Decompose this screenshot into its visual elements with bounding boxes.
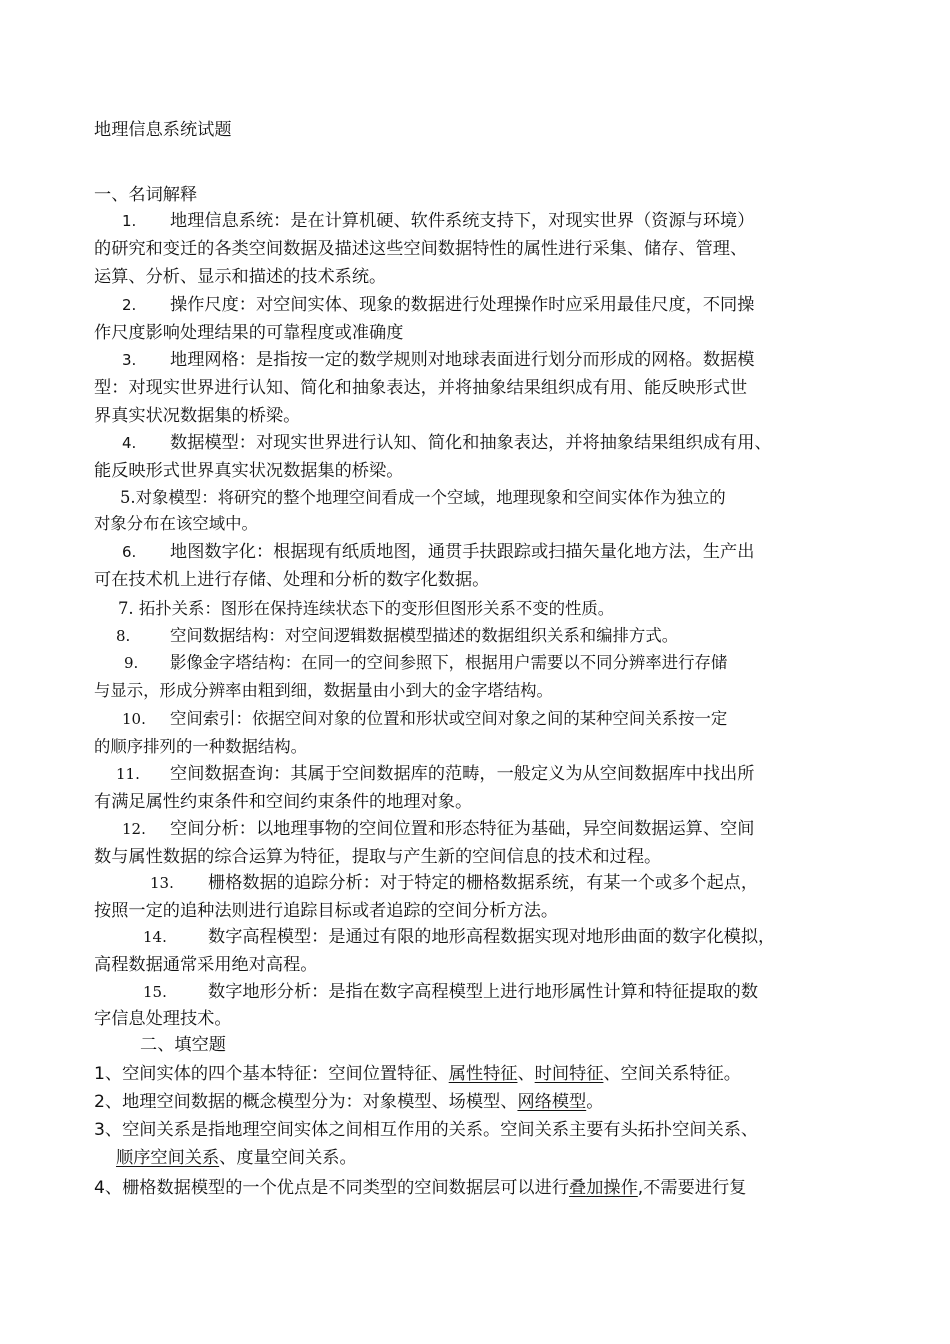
item-line: 有满足属性约束条件和空间约束条件的地理对象。 bbox=[94, 792, 473, 812]
item-number: 2. bbox=[122, 296, 137, 314]
item-number: 13. bbox=[150, 874, 174, 892]
item-line: 作尺度影响处理结果的可靠程度或准确度 bbox=[94, 323, 404, 343]
item-line: 型：对现实世界进行认知、简化和抽象表达，并将抽象结果组织成有用、能反映形式世 bbox=[94, 378, 748, 398]
answer-blank: 网络模型 bbox=[517, 1092, 587, 1112]
item-number: 10. bbox=[122, 710, 146, 728]
question-text: 、空间关系特征。 bbox=[603, 1064, 741, 1084]
item-line: 数字高程模型：是通过有限的地形高程数据实现对地形曲面的数字化模拟， bbox=[208, 927, 776, 947]
item-number: 9. bbox=[124, 654, 139, 672]
question-text: 、度量空间关系。 bbox=[219, 1148, 357, 1168]
question-3: 3、空间关系是指地理空间实体之间相互作用的关系。空间关系主要有头拓扑空间关系、 bbox=[94, 1120, 759, 1140]
item-line: 空间数据结构：对空间逻辑数据模型描述的数据组织关系和编排方式。 bbox=[170, 626, 679, 645]
item-number: 6. bbox=[122, 543, 137, 561]
question-text: ,不需要进行复 bbox=[637, 1178, 747, 1198]
item-line: 的顺序排列的一种数据结构。 bbox=[94, 737, 308, 756]
item-line: 与显示，形成分辨率由粗到细，数据量由小到大的金字塔结构。 bbox=[94, 681, 553, 700]
item-number: 1. bbox=[122, 212, 137, 230]
item-line: 字信息处理技术。 bbox=[94, 1009, 232, 1029]
answer-blank: 属性特征 bbox=[448, 1064, 518, 1084]
item-line: 5.对象模型：将研究的整个地理空间看成一个空域，地理现象和空间实体作为独立的 bbox=[120, 488, 726, 507]
answer-blank: 叠加操作 bbox=[569, 1178, 638, 1198]
item-line: 对象分布在该空域中。 bbox=[94, 514, 258, 533]
item-line: 空间分析：以地理事物的空间位置和形态特征为基础，异空间数据运算、空间 bbox=[170, 819, 755, 839]
item-line: 可在技术机上进行存储、处理和分析的数字化数据。 bbox=[94, 570, 490, 590]
question-text: 2、地理空间数据的概念模型分为：对象模型、场模型、 bbox=[94, 1092, 518, 1112]
item-number: 11. bbox=[116, 765, 140, 783]
item-number: 8. bbox=[116, 627, 131, 645]
question-text: 4、栅格数据模型的一个优点是不同类型的空间数据层可以进行 bbox=[94, 1178, 570, 1198]
item-line: 影像金字塔结构：在同一的空间参照下，根据用户需要以不同分辨率进行存储 bbox=[170, 653, 728, 672]
item-line: 高程数据通常采用绝对高程。 bbox=[94, 955, 318, 975]
question-1 bbox=[94, 1063, 741, 1085]
item-line: 能反映形式世界真实状况数据集的桥梁。 bbox=[94, 461, 404, 481]
item-number: 12. bbox=[122, 820, 146, 838]
answer-blank: 顺序空间关系 bbox=[116, 1148, 220, 1168]
item-number: 15. bbox=[143, 983, 167, 1001]
question-text: 1、空间实体的四个基本特征：空间位置特征、 bbox=[94, 1064, 449, 1084]
section-heading-terms: 一、名词解释 bbox=[94, 185, 198, 205]
answer-blank: 时间特征 bbox=[534, 1064, 604, 1084]
question-2 bbox=[94, 1091, 603, 1113]
item-number: 3. bbox=[122, 351, 137, 369]
item-line: 地理信息系统：是在计算机硬、软件系统支持下，对现实世界（资源与环境） bbox=[170, 211, 755, 231]
item-line: 操作尺度：对空间实体、现象的数据进行处理操作时应采用最佳尺度，不同操 bbox=[170, 295, 755, 315]
item-line: 数字地形分析：是指在数字高程模型上进行地形属性计算和特征提取的数 bbox=[208, 982, 759, 1002]
page-title: 地理信息系统试题 bbox=[94, 120, 232, 140]
item-line: 地图数字化：根据现有纸质地图，通贯手扶跟踪或扫描矢量化地方法，生产出 bbox=[170, 542, 755, 562]
item-line: 运算、分析、显示和描述的技术系统。 bbox=[94, 267, 387, 287]
item-line: 地理网格：是指按一定的数学规则对地球表面进行划分而形成的网格。数据模 bbox=[170, 350, 755, 370]
item-number: 14. bbox=[143, 928, 167, 946]
item-line: 空间数据查询：其属于空间数据库的范畴，一般定义为从空间数据库中找出所 bbox=[170, 764, 755, 784]
section-heading-fill-in: 二、填空题 bbox=[140, 1035, 226, 1055]
item-line: 数据模型：对现实世界进行认知、简化和抽象表达，并将抽象结果组织成有用、 bbox=[170, 433, 772, 453]
item-line: 的研究和变迁的各类空间数据及描述这些空间数据特性的属性进行采集、储存、管理、 bbox=[94, 239, 748, 259]
item-line: 界真实状况数据集的桥梁。 bbox=[94, 406, 301, 426]
question-3-cont bbox=[116, 1147, 357, 1169]
item-line: 数与属性数据的综合运算为特征，提取与产生新的空间信息的技术和过程。 bbox=[94, 847, 662, 867]
question-text: 。 bbox=[586, 1092, 604, 1112]
item-line: 7. 拓扑关系：图形在保持连续状态下的变形但图形关系不变的性质。 bbox=[118, 599, 615, 618]
question-4 bbox=[94, 1177, 746, 1199]
item-line: 按照一定的追种法则进行追踪目标或者追踪的空间分析方法。 bbox=[94, 901, 559, 921]
item-line: 栅格数据的追踪分析：对于特定的栅格数据系统，有某一个或多个起点， bbox=[208, 873, 759, 893]
item-number: 4. bbox=[122, 434, 137, 452]
item-line: 空间索引：依据空间对象的位置和形状或空间对象之间的某种空间关系按一定 bbox=[170, 709, 728, 728]
question-text: 、 bbox=[517, 1064, 535, 1084]
